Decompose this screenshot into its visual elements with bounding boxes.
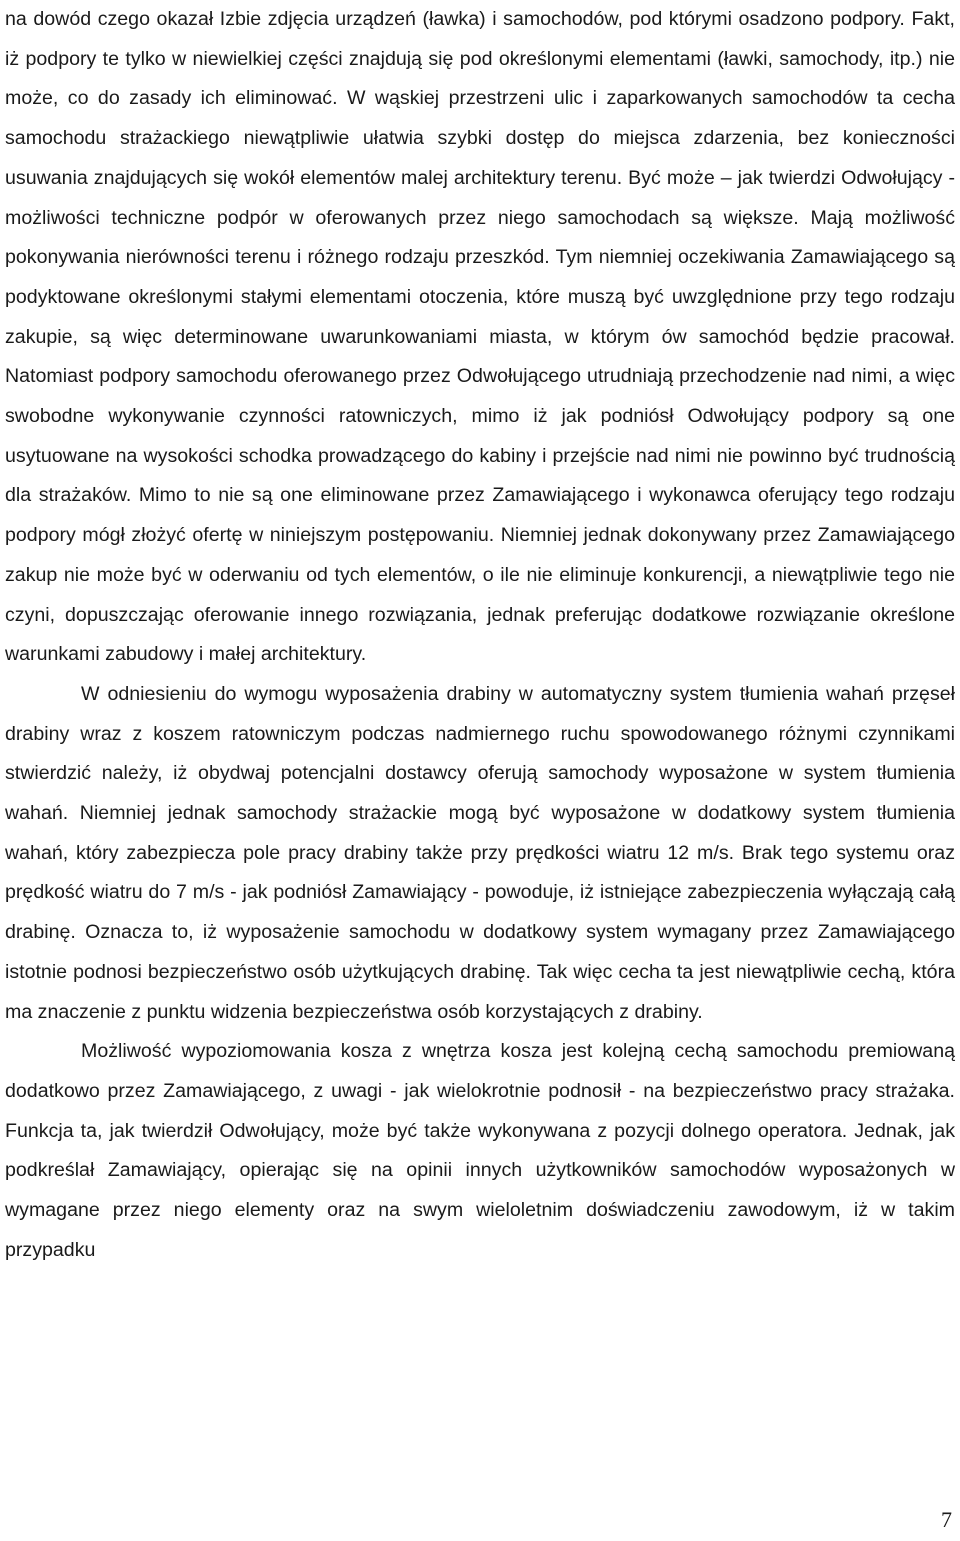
paragraph-system-tlumienia: W odniesieniu do wymogu wyposażenia drabiny w automatyczny system tłumienia wahań przęseł drabiny wraz z koszem ratowniczym podczas nadmiernego ruchu spowodowanego różnymi czynnikami stwierdzić należy, iż obydwaj potencjalni dostawcy oferują samochody wyposażone w system tłumienia wahań. Niemniej jednak samochody strażackie mogą być wyposażone w dodatkowy system tłumienia wahań, który zabezpiecza pole pracy drabiny także przy prędkości wiatru 12 m/s. Brak tego systemu oraz prędkość wiatru do 7 m/s - jak podniósł Zamawiający - powoduje, iż istniejące zabezpieczenia wyłączają całą drabinę. Oznacza to, iż wyposażenie samochodu w dodatkowy system wymagany przez Zamawiającego istotnie podnosi bezpieczeństwo osób użytkujących drabinę. Tak więc cecha ta jest niewątpliwie cechą, która ma znaczenie z punktu widzenia bezpieczeństwa osób korzystających z drabiny. bbox=[5, 682, 955, 1023]
document-body bbox=[5, 0, 955, 1271]
page-number: 7 bbox=[941, 1507, 952, 1532]
paragraph-wypoziomowanie-kosza: Możliwość wypoziomowania kosza z wnętrza kosza jest kolejną cechą samochodu premiowaną dodatkowo przez Zamawiającego, z uwagi - jak wielokrotnie podnosił - na bezpieczeństwo pracy strażaka. Funkcja ta, jak twierdził Odwołujący, może być także wykonywana z pozycji dolnego operatora. Jednak, jak podkreślał Zamawiający, opierając się na opinii innych użytkowników samochodów wyposażonych w wymagane przez niego elementy oraz na swym wieloletnim doświadczeniu zawodowym, iż w takim przypadku bbox=[5, 1040, 955, 1261]
paragraph-podpory: na dowód czego okazał Izbie zdjęcia urządzeń (ławka) i samochodów, pod którymi osadzono podpory. Fakt, iż podpory te tylko w niewielkiej części znajdują się pod określonymi elementami (ławki, samochody, itp.) nie może, co do zasady ich eliminować. W wąskiej przestrzeni ulic i zaparkowanych samochodów ta cecha samochodu strażackiego niewątpliwie ułatwia szybki dostęp do miejsca zdarzenia, bez konieczności usuwania znajdujących się wokół elementów malej architektury terenu. Być może – jak twierdzi Odwołujący - możliwości techniczne podpór w oferowanych przez niego samochodach są większe. Mają możliwość pokonywania nierówności terenu i różnego rodzaju przeszkód. Tym niemniej oczekiwania Zamawiającego są podyktowane określonymi stałymi elementami otoczenia, które muszą być uwzględnione przy tego rodzaju zakupie, są więc determinowane uwarunkowaniami miasta, w którym ów samochód będzie pracował. Natomiast podpory samochodu oferowanego przez Odwołującego utrudniają przechodzenie nad nimi, a więc swobodne wykonywanie czynności ratowniczych, mimo iż jak podniósł Odwołujący podpory są one usytuowane na wysokości schodka prowadzącego do kabiny i przejście nad nimi nie powinno być trudnością dla strażaków. Mimo to nie są one eliminowane przez Zamawiającego i wykonawca oferujący tego rodzaju podpory mógł złożyć ofertę w niniejszym postępowaniu. Niemniej jednak dokonywany przez Zamawiającego zakup nie może być w oderwaniu od tych elementów, o ile nie eliminuje konkurencji, a niewątpliwie tego nie czyni, dopuszczając oferowanie innego rozwiązania, jednak preferując dodatkowe rozwiązanie określone warunkami zabudowy i małej architektury. bbox=[5, 8, 955, 666]
